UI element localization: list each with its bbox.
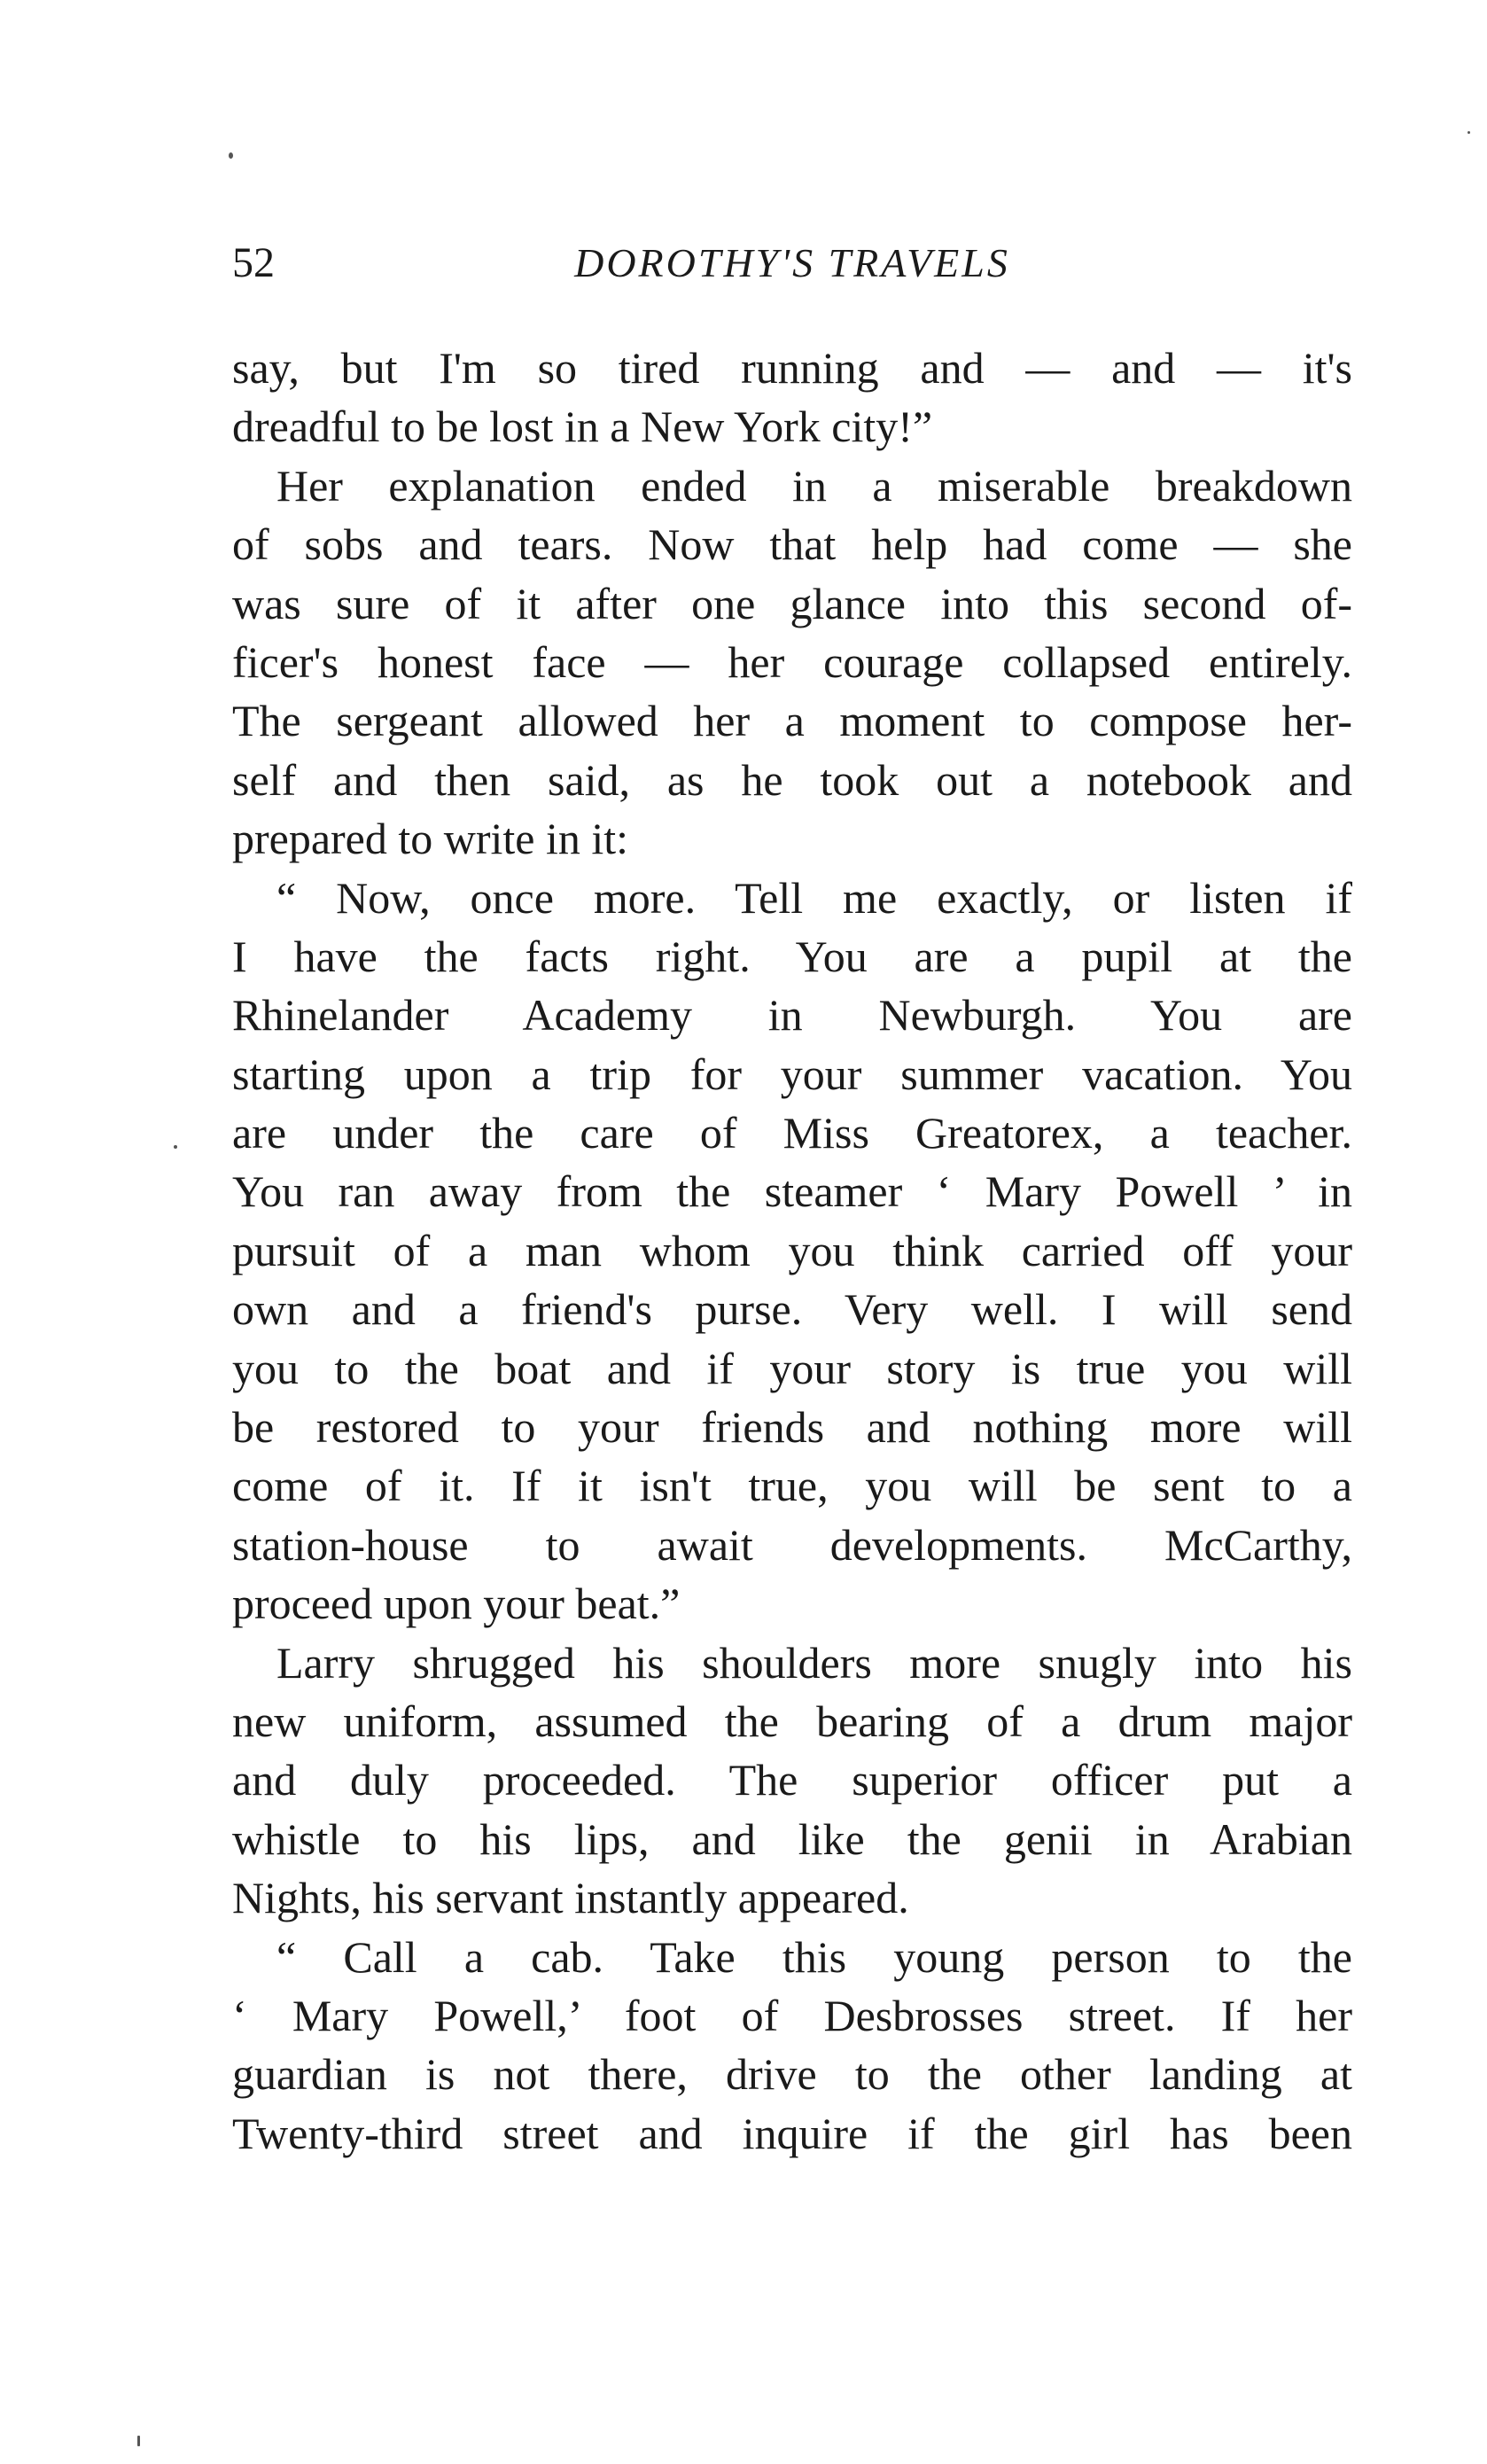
- text-line: You ran away from the steamer ‘ Mary Powell ’ in: [232, 1166, 1352, 1217]
- text-line: be restored to your friends and nothing more will: [232, 1402, 1352, 1453]
- text-line: The sergeant allowed her a moment to compose her-: [232, 696, 1352, 746]
- text-line: Twenty-third street and inquire if the girl has been: [232, 2108, 1352, 2158]
- text-line: guardian is not there, drive to the other landing at: [232, 2049, 1352, 2100]
- text-line: you to the boat and if your story is true you will: [232, 1343, 1352, 1393]
- text-line: Rhinelander Academy in Newburgh. You are: [232, 990, 1352, 1041]
- page-number: 52: [232, 239, 275, 286]
- text-line: Nights, his servant instantly appeared.: [232, 1873, 909, 1923]
- text-line: “ Now, once more. Tell me exactly, or listen if: [276, 872, 1352, 923]
- text-line: starting upon a trip for your summer vacation. You: [232, 1049, 1352, 1099]
- scan-speck: [137, 2436, 140, 2446]
- text-line: are under the care of Miss Greatorex, a teacher.: [232, 1108, 1352, 1158]
- text-line: was sure of it after one glance into this second of-: [232, 578, 1352, 628]
- text-line: I have the facts right. You are a pupil at the: [232, 931, 1352, 981]
- scan-speck: [229, 152, 233, 159]
- text-line: whistle to his lips, and like the genii in Arabian: [232, 1813, 1352, 1864]
- text-line: self and then said, as he took out a notebook and: [232, 754, 1352, 805]
- text-line: pursuit of a man whom you think carried off your: [232, 1225, 1352, 1275]
- text-line: prepared to write in it:: [232, 814, 629, 864]
- running-head: DOROTHY'S TRAVELS: [574, 240, 1010, 285]
- text-line: new uniform, assumed the bearing of a drum major: [232, 1696, 1352, 1746]
- text-line: station-house to await developments. McCarthy,: [232, 1519, 1352, 1570]
- text-line: dreadful to be lost in a New York city!”: [232, 402, 933, 452]
- text-line: ficer's honest face — her courage collapsed entirely.: [232, 636, 1352, 687]
- text-line: own and a friend's purse. Very well. I will send: [232, 1284, 1352, 1335]
- body-text: [232, 339, 1352, 2163]
- text-line: Her explanation ended in a miserable breakdown: [276, 460, 1352, 511]
- scan-speck: [174, 1145, 177, 1149]
- text-line: proceed upon your beat.”: [232, 1579, 681, 1629]
- text-line: “ Call a cab. Take this young person to the: [276, 1931, 1352, 1982]
- text-line: say, but I'm so tired running and — and — it's: [232, 343, 1352, 393]
- text-line: Larry shrugged his shoulders more snugly into his: [276, 1637, 1352, 1688]
- text-line: and duly proceeded. The superior officer put a: [232, 1755, 1352, 1805]
- text-line: ‘ Mary Powell,’ foot of Desbrosses street. If her: [232, 1990, 1352, 2040]
- page-header: [232, 232, 1352, 294]
- scan-speck: [1468, 131, 1470, 134]
- text-line: come of it. If it isn't true, you will be sent to a: [232, 1461, 1352, 1511]
- text-line: of sobs and tears. Now that help had come — she: [232, 519, 1352, 570]
